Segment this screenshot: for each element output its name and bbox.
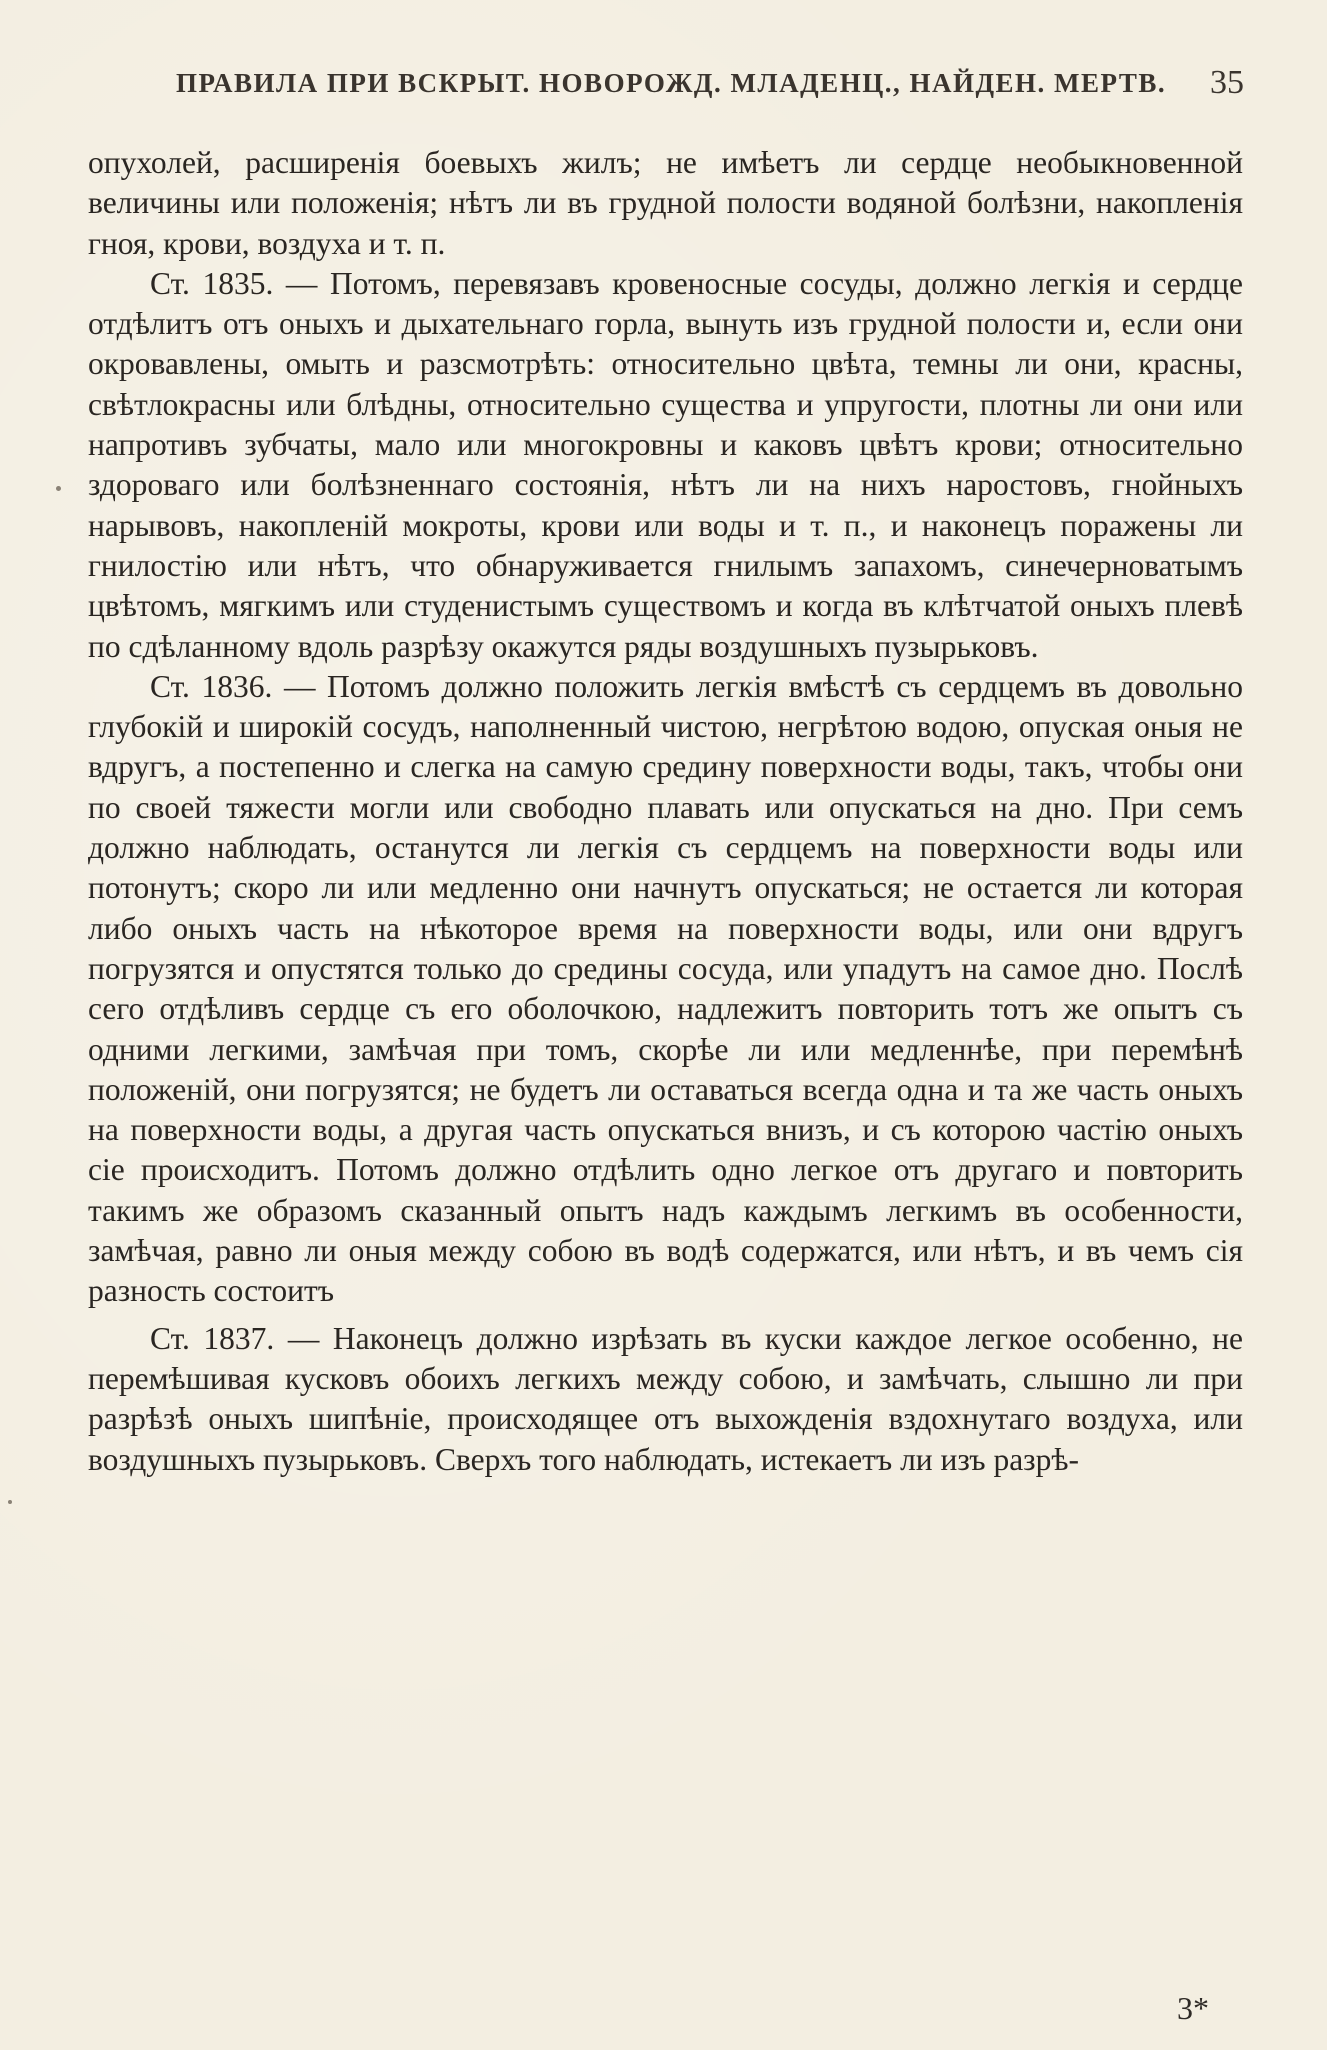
paragraph-text: Наконецъ должно изрѣзать въ куски каждое легкое особенно, не перемѣшивая кусковъ обоихъ легкихъ между собою, и замѣчать, слышно ли при разрѣзѣ оныхъ шипѣніе, происходящее отъ выхожденія вздохнутаго воздуха, или воздушныхъ пузырьковъ. Сверхъ того наблюдать, истекаетъ ли изъ разрѣ-	[88, 1320, 1243, 1477]
body-text	[88, 143, 1243, 1480]
paragraph-text: Потомъ, перевязавъ кровеносные сосуды, должно легкія и сердце отдѣлитъ отъ оныхъ и дыхательнаго горла, вынуть изъ грудной полости и, если они окровавлены, омыть и разсмотрѣть: относительно цвѣта, темны ли они, красны, свѣтлокрасны или блѣдны, относительно существа и упругости, плотны ли они или напротивъ зубчаты, мало или многокровны и каковъ цвѣтъ крови; относительно здороваго или болѣзненнаго состоянія, нѣтъ ли на нихъ наростовъ, гнойныхъ нарывовъ, накопленій мокроты, крови или воды и т. п., и наконецъ поражены ли гнилостію или нѣтъ, что обнаруживается гнилымъ запахомъ, синечерноватымъ цвѣтомъ, мягкимъ или студенистымъ существомъ и когда въ клѣтчатой оныхъ плевѣ по сдѣланному вдоль разрѣзу окажутся ряды воздушныхъ пузырьковъ.	[88, 265, 1243, 664]
signature-mark: 3*	[1177, 1990, 1209, 2026]
article-number: Ст. 1835. —	[150, 265, 318, 301]
paragraph-text: Потомъ должно положить легкія вмѣстѣ съ сердцемъ въ довольно глубокій и широкій сосудъ, наполненный чистою, негрѣтою водою, опуская оныя не вдругъ, а постепенно и слегка на самую средину поверхности воды, такъ, чтобы они по своей тяжести могли или свободно плавать или опускаться на дно. При семъ должно наблюдать, останутся ли легкія съ сердцемъ на поверхности воды или потонутъ; скоро ли или медленно они начнутъ опускаться; не остается ли которая либо оныхъ часть на нѣкоторое время на поверхности воды, или они вдругъ погрузятся и опустятся только до средины сосуда, или упадутъ на самое дно. Послѣ сего отдѣливъ сердце съ его оболочкою, надлежитъ повторить тотъ же опытъ съ одними легкими, замѣчая при томъ, скорѣе ли или медленнѣе, при перемѣнѣ положеній, они погрузятся; не будетъ ли оставаться всегда одна и та же часть оныхъ на поверхности воды, а другая часть опускаться внизъ, и съ которою частію оныхъ сіе происходитъ. Потомъ должно отдѣлить одно легкое отъ другаго и повторить такимъ же образомъ сказанный опытъ надъ каждымъ легкимъ въ особенности, замѣчая, равно ли оныя между собою въ водѣ содержатся, или нѣтъ, и въ чемъ сія разность состоитъ	[88, 668, 1244, 1309]
paper-speck	[56, 486, 61, 491]
page-header	[176, 64, 1244, 108]
article-1835	[88, 264, 1243, 667]
paragraph-text: опухолей, расширенія боевыхъ жилъ; не имѣетъ ли сердце необыкновенной величины или положенія; нѣтъ ли въ грудной полости водяной болѣзни, накопленія гноя, крови, воздуха и т. п.	[88, 145, 1243, 261]
article-1836	[88, 667, 1243, 1312]
paragraph-continuation	[88, 143, 1243, 264]
running-title: ПРАВИЛА ПРИ ВСКРЫТ. НОВОРОЖД. МЛАДЕНЦ., НАЙДЕН. МЕРТВ.	[176, 68, 1167, 98]
page-number: 35	[1210, 64, 1244, 101]
article-1837	[88, 1319, 1243, 1480]
paper-speck	[8, 1500, 12, 1504]
article-number: Ст. 1837. —	[150, 1320, 320, 1356]
article-number: Ст. 1836. —	[150, 668, 316, 704]
